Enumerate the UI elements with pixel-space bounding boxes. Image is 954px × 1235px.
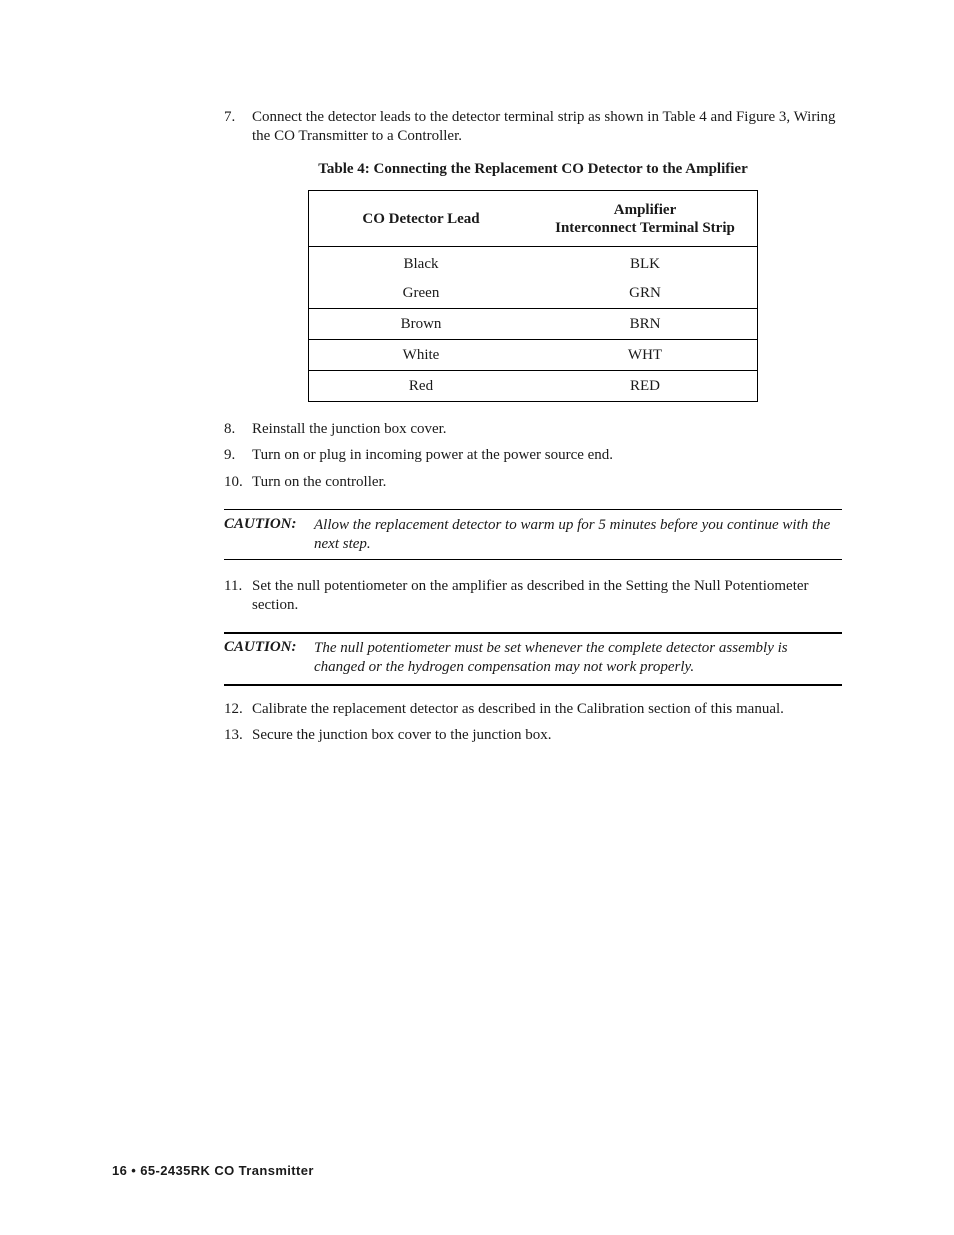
cell-lead: Red: [309, 371, 534, 402]
cell-terminal: BRN: [533, 309, 758, 340]
step-number: 7.: [224, 109, 236, 125]
connection-table: [308, 190, 758, 402]
step-number: 8.: [224, 421, 236, 437]
caution-label: CAUTION:: [224, 516, 297, 532]
step-text: Connect the detector leads to the detector terminal strip as shown in Table 4 and Figure 3, Wiring the CO Transmitter to a Controller.: [252, 109, 836, 144]
caution-text: Allow the replacement detector to warm up for 5 minutes before you continue with the next step.: [314, 517, 831, 552]
table-caption: Table 4: Connecting the Replacement CO Detector to the Amplifier: [318, 161, 748, 177]
table-row: [309, 309, 758, 340]
step-number: 9.: [224, 447, 236, 463]
table-header-row: [309, 191, 758, 247]
cell-terminal: WHT: [533, 340, 758, 371]
caution-label: CAUTION:: [224, 639, 297, 655]
cell-lead: Black: [403, 256, 439, 272]
table-row: [309, 278, 758, 309]
header-interconnect-terminal-strip: Interconnect Terminal Strip: [555, 219, 735, 236]
caution-text: The null potentiometer must be set whenever the complete detector assembly is changed or the hydrogen compensation may not work properly.: [314, 640, 788, 675]
caution-box: [224, 509, 842, 560]
step-text: Calibrate the replacement detector as described in the Calibration section of this manual.: [252, 701, 784, 717]
header-amplifier-terminal: [533, 191, 758, 247]
page-footer: 16 • 65-2435RK CO Transmitter: [112, 1163, 314, 1178]
step-number: 12.: [224, 701, 243, 717]
table-row: [309, 340, 758, 371]
step-text: Set the null potentiometer on the amplifier as described in the Setting the Null Potentiometer section.: [252, 578, 809, 613]
table-row: [309, 247, 758, 279]
cell-lead: Green: [402, 284, 440, 301]
cell-terminal: GRN: [629, 284, 661, 301]
caution-box: [224, 632, 842, 686]
step-number: 10.: [224, 474, 243, 490]
step-text: Turn on the controller.: [252, 474, 387, 490]
step-text: Reinstall the junction box cover.: [252, 421, 447, 437]
header-amplifier: Amplifier: [613, 201, 677, 218]
cell-lead: Brown: [309, 309, 534, 340]
cell-lead: White: [309, 340, 534, 371]
header-co-detector-lead: CO Detector Lead: [309, 191, 534, 247]
cell-terminal: BLK: [630, 256, 660, 272]
step-text: Secure the junction box cover to the junction box.: [252, 727, 552, 743]
step-text: Turn on or plug in incoming power at the power source end.: [252, 447, 614, 463]
step-number: 11.: [224, 578, 243, 594]
cell-terminal: RED: [533, 371, 758, 402]
step-number: 13.: [224, 727, 243, 743]
table-row: [309, 371, 758, 402]
